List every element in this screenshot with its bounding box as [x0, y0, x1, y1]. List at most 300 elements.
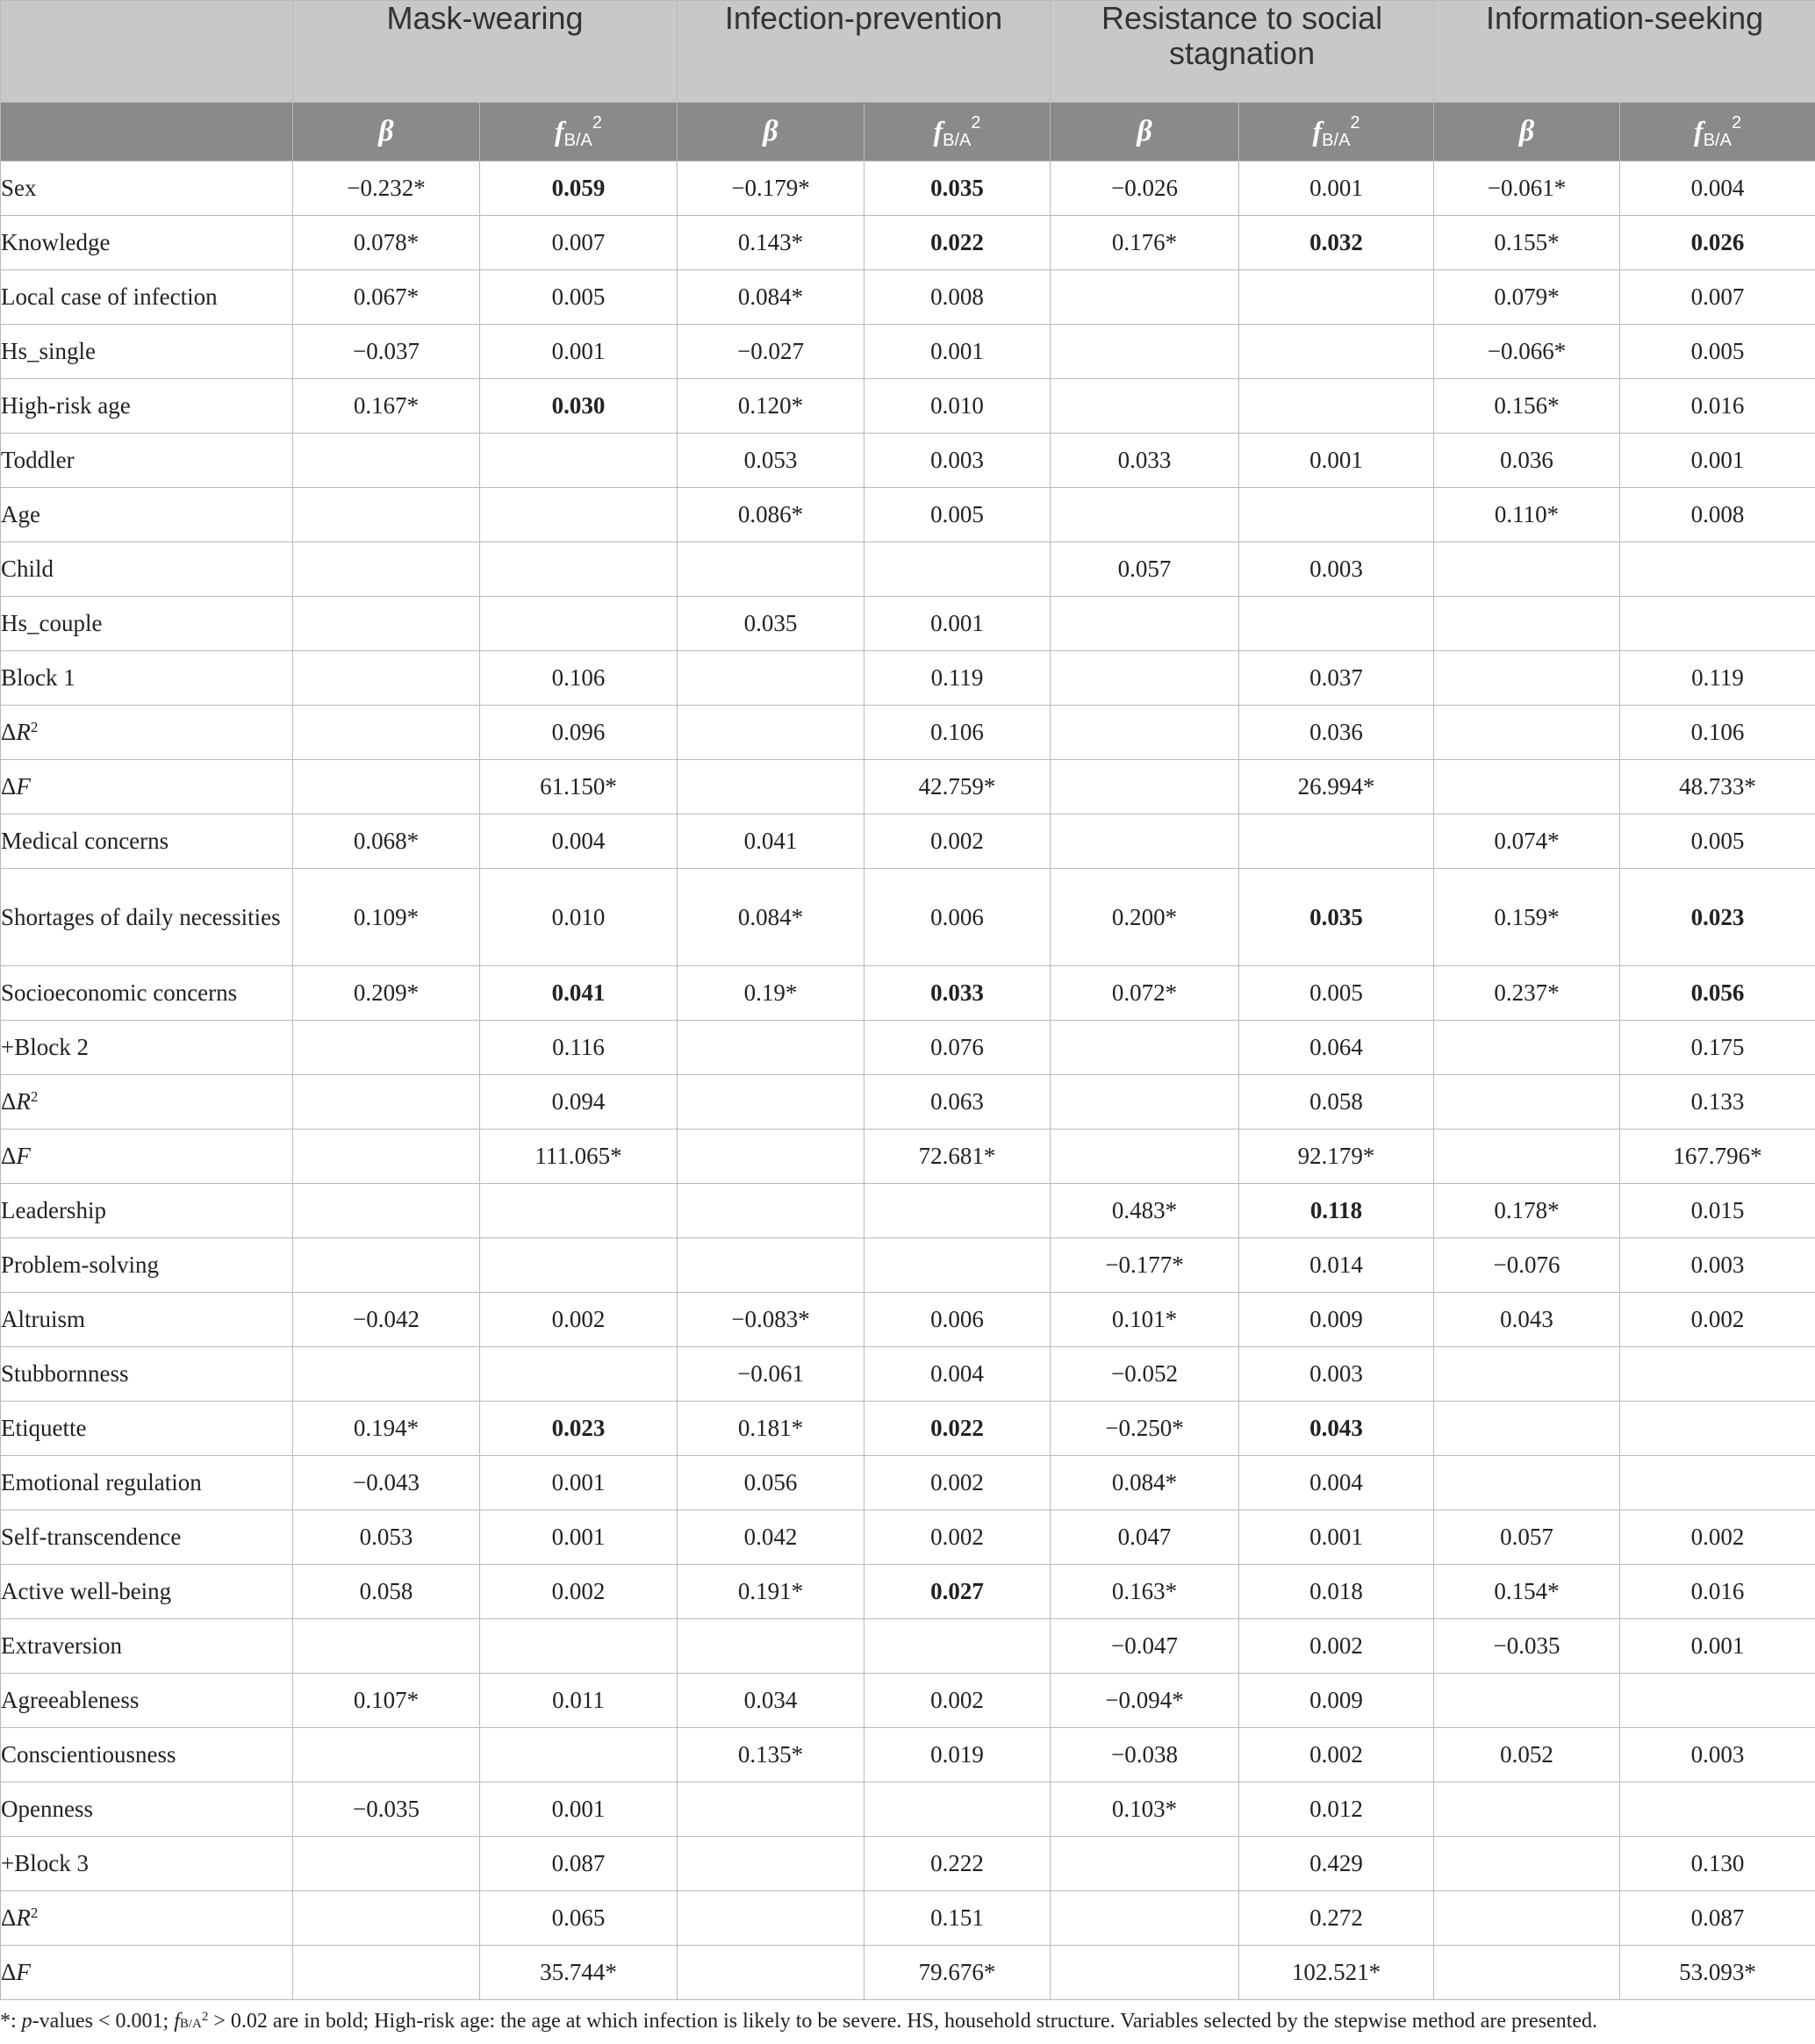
beta-cell [293, 488, 480, 542]
stat-symbol: R [16, 1904, 31, 1931]
group-header-information-seeking: Information-seeking [1434, 1, 1815, 103]
beta-cell: −0.047 [1051, 1619, 1239, 1674]
effect-size-cell: 0.006 [864, 869, 1051, 966]
beta-cell: 0.033 [1051, 434, 1239, 488]
effect-size-cell: 0.001 [480, 1782, 678, 1837]
f-subscript: B/A [563, 130, 592, 150]
effect-size-cell [480, 434, 678, 488]
row-label: Active well-being [1, 1565, 293, 1619]
effect-size-cell [1239, 270, 1434, 325]
stat-superscript: 2 [30, 1088, 39, 1105]
effect-size-cell: 0.059 [480, 161, 678, 216]
effect-size-cell [1620, 1674, 1815, 1728]
beta-cell: 0.035 [678, 597, 864, 651]
row-label: High-risk age [1, 379, 293, 434]
beta-cell: 0.109* [293, 869, 480, 966]
beta-header-2 [1051, 103, 1239, 161]
effect-size-cell: 0.003 [1239, 1347, 1434, 1402]
effect-size-cell: 0.033 [864, 966, 1051, 1021]
beta-cell: 0.036 [1434, 434, 1620, 488]
beta-cell: 0.084* [1051, 1456, 1239, 1510]
table-row [1, 379, 1815, 434]
footnote-f-superscript: 2 [201, 2010, 209, 2024]
effect-size-cell: 0.009 [1239, 1293, 1434, 1347]
effect-size-cell: 0.035 [864, 161, 1051, 216]
beta-cell [293, 1837, 480, 1891]
f-superscript: 2 [1731, 112, 1742, 133]
beta-cell: 0.155* [1434, 216, 1620, 270]
footnote-text-2: -values < 0.001; [32, 2010, 175, 2033]
row-label: Sex [1, 161, 293, 216]
beta-cell [678, 1184, 864, 1238]
beta-cell: 0.237* [1434, 966, 1620, 1021]
beta-cell [678, 1130, 864, 1184]
group-header-infection-prevention: Infection-prevention [678, 1, 1051, 103]
delta-symbol: Δ [1, 1088, 17, 1115]
table-row [1, 1402, 1815, 1456]
table-row [1, 1946, 1815, 2000]
beta-cell [1051, 325, 1239, 379]
beta-cell: 0.056 [678, 1456, 864, 1510]
table-row [1, 760, 1815, 814]
beta-cell [1434, 651, 1620, 706]
beta-cell: 0.057 [1051, 542, 1239, 597]
beta-cell: −0.061* [1434, 161, 1620, 216]
effect-size-cell: 0.019 [864, 1728, 1051, 1782]
effect-size-cell: 0.002 [1239, 1619, 1434, 1674]
effect-size-cell [1620, 1347, 1815, 1402]
table-row [1, 1782, 1815, 1837]
delta-symbol: Δ [1, 1959, 17, 1985]
beta-cell: 0.067* [293, 270, 480, 325]
effect-size-cell: 0.119 [1620, 651, 1815, 706]
beta-cell [678, 706, 864, 760]
table-row [1, 706, 1815, 760]
beta-header-0 [293, 103, 480, 161]
effect-size-cell: 0.065 [480, 1891, 678, 1946]
row-label [1, 1075, 293, 1130]
effect-size-header-3 [1620, 103, 1815, 161]
effect-size-cell: 53.093* [1620, 1946, 1815, 2000]
f-symbol: f [933, 114, 943, 147]
effect-size-cell: 0.096 [480, 706, 678, 760]
effect-size-cell [864, 542, 1051, 597]
row-label: Openness [1, 1782, 293, 1837]
beta-cell [1051, 379, 1239, 434]
corner-cell [1, 1, 293, 103]
beta-cell [678, 1891, 864, 1946]
effect-size-cell: 0.004 [1239, 1456, 1434, 1510]
effect-size-cell [1620, 597, 1815, 651]
beta-cell: 0.483* [1051, 1184, 1239, 1238]
beta-cell [678, 1075, 864, 1130]
effect-size-cell: 0.030 [480, 379, 678, 434]
beta-cell: 0.052 [1434, 1728, 1620, 1782]
effect-size-cell: 0.151 [864, 1891, 1051, 1946]
beta-cell [1434, 1837, 1620, 1891]
beta-cell: 0.135* [678, 1728, 864, 1782]
beta-cell: −0.035 [1434, 1619, 1620, 1674]
f-subscript: B/A [943, 130, 972, 150]
beta-cell: 0.041 [678, 814, 864, 869]
subheader-row [1, 103, 1815, 161]
beta-cell: −0.076 [1434, 1238, 1620, 1293]
row-label: Shortages of daily necessities [1, 869, 293, 966]
effect-size-cell: 0.002 [480, 1293, 678, 1347]
effect-size-cell [480, 1619, 678, 1674]
effect-size-cell: 0.023 [1620, 869, 1815, 966]
row-label [1, 1891, 293, 1946]
effect-size-cell: 0.027 [864, 1565, 1051, 1619]
effect-size-cell: 0.003 [1620, 1238, 1815, 1293]
stat-symbol: F [16, 1143, 31, 1169]
row-label: +Block 2 [1, 1021, 293, 1075]
beta-cell [1434, 1674, 1620, 1728]
effect-size-cell: 0.008 [864, 270, 1051, 325]
footnote-text-3: > 0.02 are in bold; High-risk age: the age at which infection is likely to be severe. HS, household structure. Variables selected by the stepwise method are presented. [208, 2010, 1598, 2033]
beta-cell [293, 1075, 480, 1130]
effect-size-cell: 0.007 [1620, 270, 1815, 325]
table-row [1, 1130, 1815, 1184]
beta-cell [293, 1184, 480, 1238]
beta-cell: 0.200* [1051, 869, 1239, 966]
beta-cell: 0.058 [293, 1565, 480, 1619]
beta-symbol: β [1518, 115, 1535, 147]
effect-size-cell: 0.005 [864, 488, 1051, 542]
beta-cell: 0.19* [678, 966, 864, 1021]
row-label: Child [1, 542, 293, 597]
effect-size-cell [1239, 325, 1434, 379]
beta-cell: 0.181* [678, 1402, 864, 1456]
effect-size-cell: 72.681* [864, 1130, 1051, 1184]
beta-cell: 0.143* [678, 216, 864, 270]
effect-size-cell: 0.272 [1239, 1891, 1434, 1946]
effect-size-cell: 61.150* [480, 760, 678, 814]
beta-cell [1051, 1837, 1239, 1891]
beta-cell: −0.035 [293, 1782, 480, 1837]
beta-cell: −0.042 [293, 1293, 480, 1347]
effect-size-cell: 0.005 [1620, 325, 1815, 379]
effect-size-cell [480, 1184, 678, 1238]
row-label [1, 706, 293, 760]
f-symbol: f [1312, 114, 1323, 147]
beta-cell: 0.156* [1434, 379, 1620, 434]
beta-cell [1051, 1021, 1239, 1075]
row-label [1, 1946, 293, 2000]
beta-cell [1051, 1130, 1239, 1184]
effect-size-cell: 0.002 [864, 1674, 1051, 1728]
beta-cell: 0.176* [1051, 216, 1239, 270]
effect-size-cell [1620, 1456, 1815, 1510]
effect-size-cell [1620, 1402, 1815, 1456]
effect-size-cell [480, 1238, 678, 1293]
effect-size-cell: 0.002 [864, 814, 1051, 869]
effect-size-cell [480, 1347, 678, 1402]
beta-cell [1434, 1075, 1620, 1130]
f-subscript: B/A [1322, 130, 1351, 150]
effect-size-cell: 0.001 [1620, 1619, 1815, 1674]
beta-header-3 [1434, 103, 1620, 161]
footnote-f-symbol: f [174, 2010, 180, 2033]
effect-size-cell: 102.521* [1239, 1946, 1434, 2000]
effect-size-cell: 0.016 [1620, 379, 1815, 434]
beta-cell [1434, 1891, 1620, 1946]
table-row [1, 1184, 1815, 1238]
beta-cell: −0.052 [1051, 1347, 1239, 1402]
subheader-corner [1, 103, 293, 161]
effect-size-cell: 0.003 [864, 434, 1051, 488]
beta-cell [678, 1238, 864, 1293]
effect-size-cell: 0.005 [1239, 966, 1434, 1021]
beta-cell [1051, 597, 1239, 651]
beta-cell: 0.120* [678, 379, 864, 434]
effect-size-cell: 0.175 [1620, 1021, 1815, 1075]
effect-size-cell: 26.994* [1239, 760, 1434, 814]
beta-cell: 0.154* [1434, 1565, 1620, 1619]
beta-cell [1051, 1946, 1239, 2000]
beta-cell [1434, 1782, 1620, 1837]
effect-size-cell: 42.759* [864, 760, 1051, 814]
row-label: Agreeableness [1, 1674, 293, 1728]
beta-cell: 0.086* [678, 488, 864, 542]
beta-cell: −0.037 [293, 325, 480, 379]
table-row [1, 1021, 1815, 1075]
effect-size-cell: 111.065* [480, 1130, 678, 1184]
row-label: Knowledge [1, 216, 293, 270]
beta-cell: 0.068* [293, 814, 480, 869]
effect-size-cell: 0.032 [1239, 216, 1434, 270]
beta-cell [293, 1946, 480, 2000]
beta-cell [293, 434, 480, 488]
table-row [1, 270, 1815, 325]
effect-size-cell: 0.004 [480, 814, 678, 869]
beta-cell: 0.074* [1434, 814, 1620, 869]
table-row [1, 1891, 1815, 1946]
f-superscript: 2 [1350, 112, 1360, 133]
beta-cell: 0.178* [1434, 1184, 1620, 1238]
effect-size-cell [864, 1184, 1051, 1238]
effect-size-cell: 0.002 [1239, 1728, 1434, 1782]
stat-superscript: 2 [30, 1904, 39, 1921]
beta-cell [1051, 1891, 1239, 1946]
row-label: Hs_couple [1, 597, 293, 651]
beta-cell: 0.053 [293, 1510, 480, 1565]
effect-size-cell: 0.001 [1239, 161, 1434, 216]
table-row [1, 1347, 1815, 1402]
table-row [1, 1293, 1815, 1347]
effect-size-cell: 0.001 [480, 1510, 678, 1565]
beta-cell [1051, 270, 1239, 325]
beta-cell: 0.084* [678, 270, 864, 325]
delta-symbol: Δ [1, 1904, 17, 1931]
effect-size-cell [1620, 542, 1815, 597]
effect-size-cell: 0.014 [1239, 1238, 1434, 1293]
row-label [1, 760, 293, 814]
beta-cell [293, 1238, 480, 1293]
stat-symbol: F [16, 773, 31, 800]
beta-cell [678, 1946, 864, 2000]
row-label: Emotional regulation [1, 1456, 293, 1510]
beta-cell [678, 542, 864, 597]
effect-size-cell: 0.064 [1239, 1021, 1434, 1075]
beta-cell: −0.083* [678, 1293, 864, 1347]
row-label: +Block 3 [1, 1837, 293, 1891]
effect-size-cell: 0.005 [1620, 814, 1815, 869]
beta-cell [293, 706, 480, 760]
f-superscript: 2 [971, 112, 981, 133]
beta-cell: 0.191* [678, 1565, 864, 1619]
beta-cell [293, 651, 480, 706]
beta-cell [293, 1347, 480, 1402]
effect-size-cell: 0.002 [864, 1510, 1051, 1565]
effect-size-cell: 0.001 [480, 1456, 678, 1510]
beta-cell [1051, 706, 1239, 760]
effect-size-cell [1239, 814, 1434, 869]
row-label: Extraversion [1, 1619, 293, 1674]
beta-cell [1434, 597, 1620, 651]
beta-symbol: β [763, 115, 778, 147]
footnote-p-symbol: p [21, 2010, 32, 2033]
effect-size-cell: 0.130 [1620, 1837, 1815, 1891]
beta-header-1 [678, 103, 864, 161]
beta-cell: 0.043 [1434, 1293, 1620, 1347]
effect-size-cell [1239, 379, 1434, 434]
effect-size-cell: 0.116 [480, 1021, 678, 1075]
table-row [1, 542, 1815, 597]
table-row [1, 1456, 1815, 1510]
beta-cell [678, 1837, 864, 1891]
stat-symbol: R [16, 1088, 31, 1115]
beta-cell: −0.232* [293, 161, 480, 216]
table-row [1, 966, 1815, 1021]
row-label: Stubbornness [1, 1347, 293, 1402]
beta-cell [293, 1891, 480, 1946]
beta-cell [678, 651, 864, 706]
beta-cell [678, 1782, 864, 1837]
row-label: Local case of infection [1, 270, 293, 325]
beta-symbol: β [378, 115, 394, 147]
beta-cell [293, 1130, 480, 1184]
beta-cell: 0.084* [678, 869, 864, 966]
effect-size-cell: 0.087 [1620, 1891, 1815, 1946]
beta-cell [1051, 760, 1239, 814]
effect-size-cell: 35.744* [480, 1946, 678, 2000]
group-header-row [1, 1, 1815, 103]
row-label: Etiquette [1, 1402, 293, 1456]
effect-size-cell [864, 1238, 1051, 1293]
beta-cell: 0.163* [1051, 1565, 1239, 1619]
effect-size-cell: 0.106 [864, 706, 1051, 760]
beta-cell: −0.026 [1051, 161, 1239, 216]
effect-size-cell: 167.796* [1620, 1130, 1815, 1184]
table-row [1, 1728, 1815, 1782]
effect-size-cell: 0.002 [864, 1456, 1051, 1510]
beta-cell: 0.053 [678, 434, 864, 488]
effect-size-cell: 0.087 [480, 1837, 678, 1891]
table-row [1, 651, 1815, 706]
beta-cell [1051, 651, 1239, 706]
effect-size-cell: 0.222 [864, 1837, 1051, 1891]
effect-size-cell: 0.003 [1239, 542, 1434, 597]
beta-cell: 0.110* [1434, 488, 1620, 542]
effect-size-cell: 0.002 [1620, 1510, 1815, 1565]
effect-size-cell: 0.076 [864, 1021, 1051, 1075]
effect-size-cell [1239, 597, 1434, 651]
effect-size-cell: 0.001 [480, 325, 678, 379]
effect-size-cell: 0.002 [480, 1565, 678, 1619]
table-row [1, 434, 1815, 488]
effect-size-cell: 79.676* [864, 1946, 1051, 2000]
beta-cell [1434, 1347, 1620, 1402]
row-label [1, 1130, 293, 1184]
f-subscript: B/A [1703, 130, 1732, 150]
beta-cell: −0.038 [1051, 1728, 1239, 1782]
table-row [1, 1510, 1815, 1565]
table-row [1, 1619, 1815, 1674]
effect-size-cell [480, 542, 678, 597]
row-label: Conscientiousness [1, 1728, 293, 1782]
effect-size-cell: 0.429 [1239, 1837, 1434, 1891]
effect-size-cell: 0.036 [1239, 706, 1434, 760]
footnote-f-subscript: B/A [179, 2017, 202, 2031]
effect-size-cell: 0.119 [864, 651, 1051, 706]
effect-size-cell [1620, 1782, 1815, 1837]
beta-cell [1051, 488, 1239, 542]
beta-cell [1434, 1130, 1620, 1184]
row-label: Block 1 [1, 651, 293, 706]
beta-cell: 0.042 [678, 1510, 864, 1565]
effect-size-cell: 0.106 [1620, 706, 1815, 760]
beta-cell [1434, 1021, 1620, 1075]
effect-size-cell: 0.004 [864, 1347, 1051, 1402]
beta-cell [293, 542, 480, 597]
table-row [1, 488, 1815, 542]
beta-cell [293, 597, 480, 651]
effect-size-cell: 0.006 [864, 1293, 1051, 1347]
effect-size-cell: 0.004 [1620, 161, 1815, 216]
beta-cell [1051, 1075, 1239, 1130]
effect-size-cell: 0.001 [864, 597, 1051, 651]
beta-cell: 0.159* [1434, 869, 1620, 966]
effect-size-cell: 0.001 [1239, 1510, 1434, 1565]
beta-symbol: β [1137, 115, 1152, 147]
effect-size-cell: 0.009 [1239, 1674, 1434, 1728]
effect-size-header-0 [480, 103, 678, 161]
table-row [1, 1674, 1815, 1728]
beta-cell: −0.177* [1051, 1238, 1239, 1293]
effect-size-cell [480, 597, 678, 651]
delta-symbol: Δ [1, 719, 17, 745]
table-row [1, 161, 1815, 216]
beta-cell: −0.179* [678, 161, 864, 216]
effect-size-cell: 92.179* [1239, 1130, 1434, 1184]
beta-cell [1434, 1946, 1620, 2000]
effect-size-cell: 0.058 [1239, 1075, 1434, 1130]
beta-cell: −0.066* [1434, 325, 1620, 379]
row-label: Socioeconomic concerns [1, 966, 293, 1021]
effect-size-cell [480, 488, 678, 542]
beta-cell: −0.043 [293, 1456, 480, 1510]
beta-cell: 0.047 [1051, 1510, 1239, 1565]
table-row [1, 1075, 1815, 1130]
effect-size-cell: 0.010 [864, 379, 1051, 434]
effect-size-cell [480, 1728, 678, 1782]
beta-cell: 0.034 [678, 1674, 864, 1728]
table-row [1, 1238, 1815, 1293]
effect-size-cell: 0.010 [480, 869, 678, 966]
beta-cell [293, 1728, 480, 1782]
beta-cell [678, 1021, 864, 1075]
